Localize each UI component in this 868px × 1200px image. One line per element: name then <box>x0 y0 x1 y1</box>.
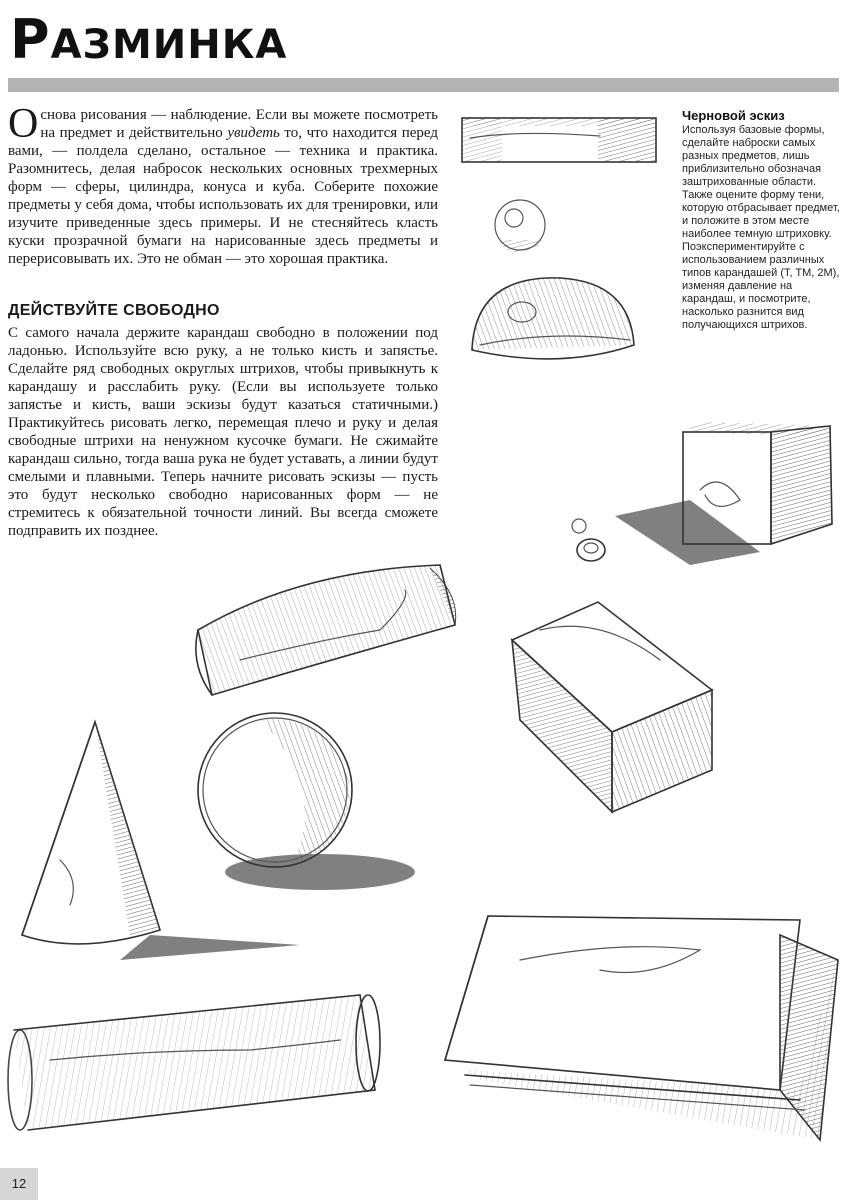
intro-text-start: снова рисования — наблюдение. Если вы можете посмотреть на предмет и действительно <box>40 107 438 141</box>
section-heading: ДЕЙСТВУЙТЕ СВОБОДНО <box>8 302 220 319</box>
sketch-sphere <box>198 713 415 890</box>
sketch-half-dome <box>472 278 634 359</box>
sketch-flat-box <box>445 916 838 1140</box>
sketch-cube-right <box>615 422 832 565</box>
page-title-rest: АЗМИНКА <box>50 22 288 68</box>
intro-emphasis: увидеть <box>227 125 280 141</box>
sidebar-heading: Черновой эскиз <box>682 108 785 123</box>
intro-text-end: то, что находится перед вами, — полдела сделано, остальное — техника и практика. Разомнитесь, делая набросок нескольких основных трехмерных форм — сферы, цилиндра, конуса и куба. Соберите похожие предметы у себя дома, чтобы использовать их для тренировки, или изучите приведенные здесь примеры. И не стесняйтесь класть куски прозрачной бумаги на нарисованные здесь предметы и перерисовывать их. Это не обман — это хорошая практика. <box>8 125 439 267</box>
section-body: С самого начала держите карандаш свободно в положении под ладонью. Используйте всю руку, а не только кисть и запястье. Сделайте ряд свободных округлых штрихов, чтобы привыкнуть к карандашу и расслабить руку. (Если вы используете только запястье и кисть, ваши эскизы будут казаться статичными.) Практикуйтесь рисовать легко, перемещая плечо и руку и делая свободные штрихи на ненужном кусочке бумаги. Не сжимайте карандаш сильно, тогда ваша рука не будет уставать, а линии будут смелыми и плавными. Теперь начните рисовать эскизы — пусть это будут несколько свободно нарисованных форм — не стремитесь к обязательной точности линий. Вы всегда сможете подправить их позднее. <box>8 325 438 539</box>
sketch-little-discs <box>572 519 605 561</box>
page-title-first-letter: Р <box>10 8 51 71</box>
page-number: 12 <box>0 1168 38 1200</box>
sketch-long-cylinder <box>8 995 380 1130</box>
sidebar-text: Используя базовые формы, сделайте наброски самых разных предметов, лишь приблизительно обозначая заштрихованные области. Также оцените форму тени, которую отбрасывает предмет, и положите в этом месте наиболее темную штриховку. Поэкспериментируйте с использованием различных типов карандашей (T, TM, 2M), изменяя давление на карандаш, и посмотрите, насколько разнится вид получающихся штрихов. <box>682 124 840 331</box>
sketch-small-sphere <box>495 200 545 253</box>
sketch-cylinder-middle <box>196 565 456 695</box>
sketch-tilted-box <box>512 602 712 812</box>
sketch-cone <box>22 722 300 960</box>
sketch-small-box <box>462 118 656 162</box>
intro-dropcap: О <box>8 101 39 147</box>
